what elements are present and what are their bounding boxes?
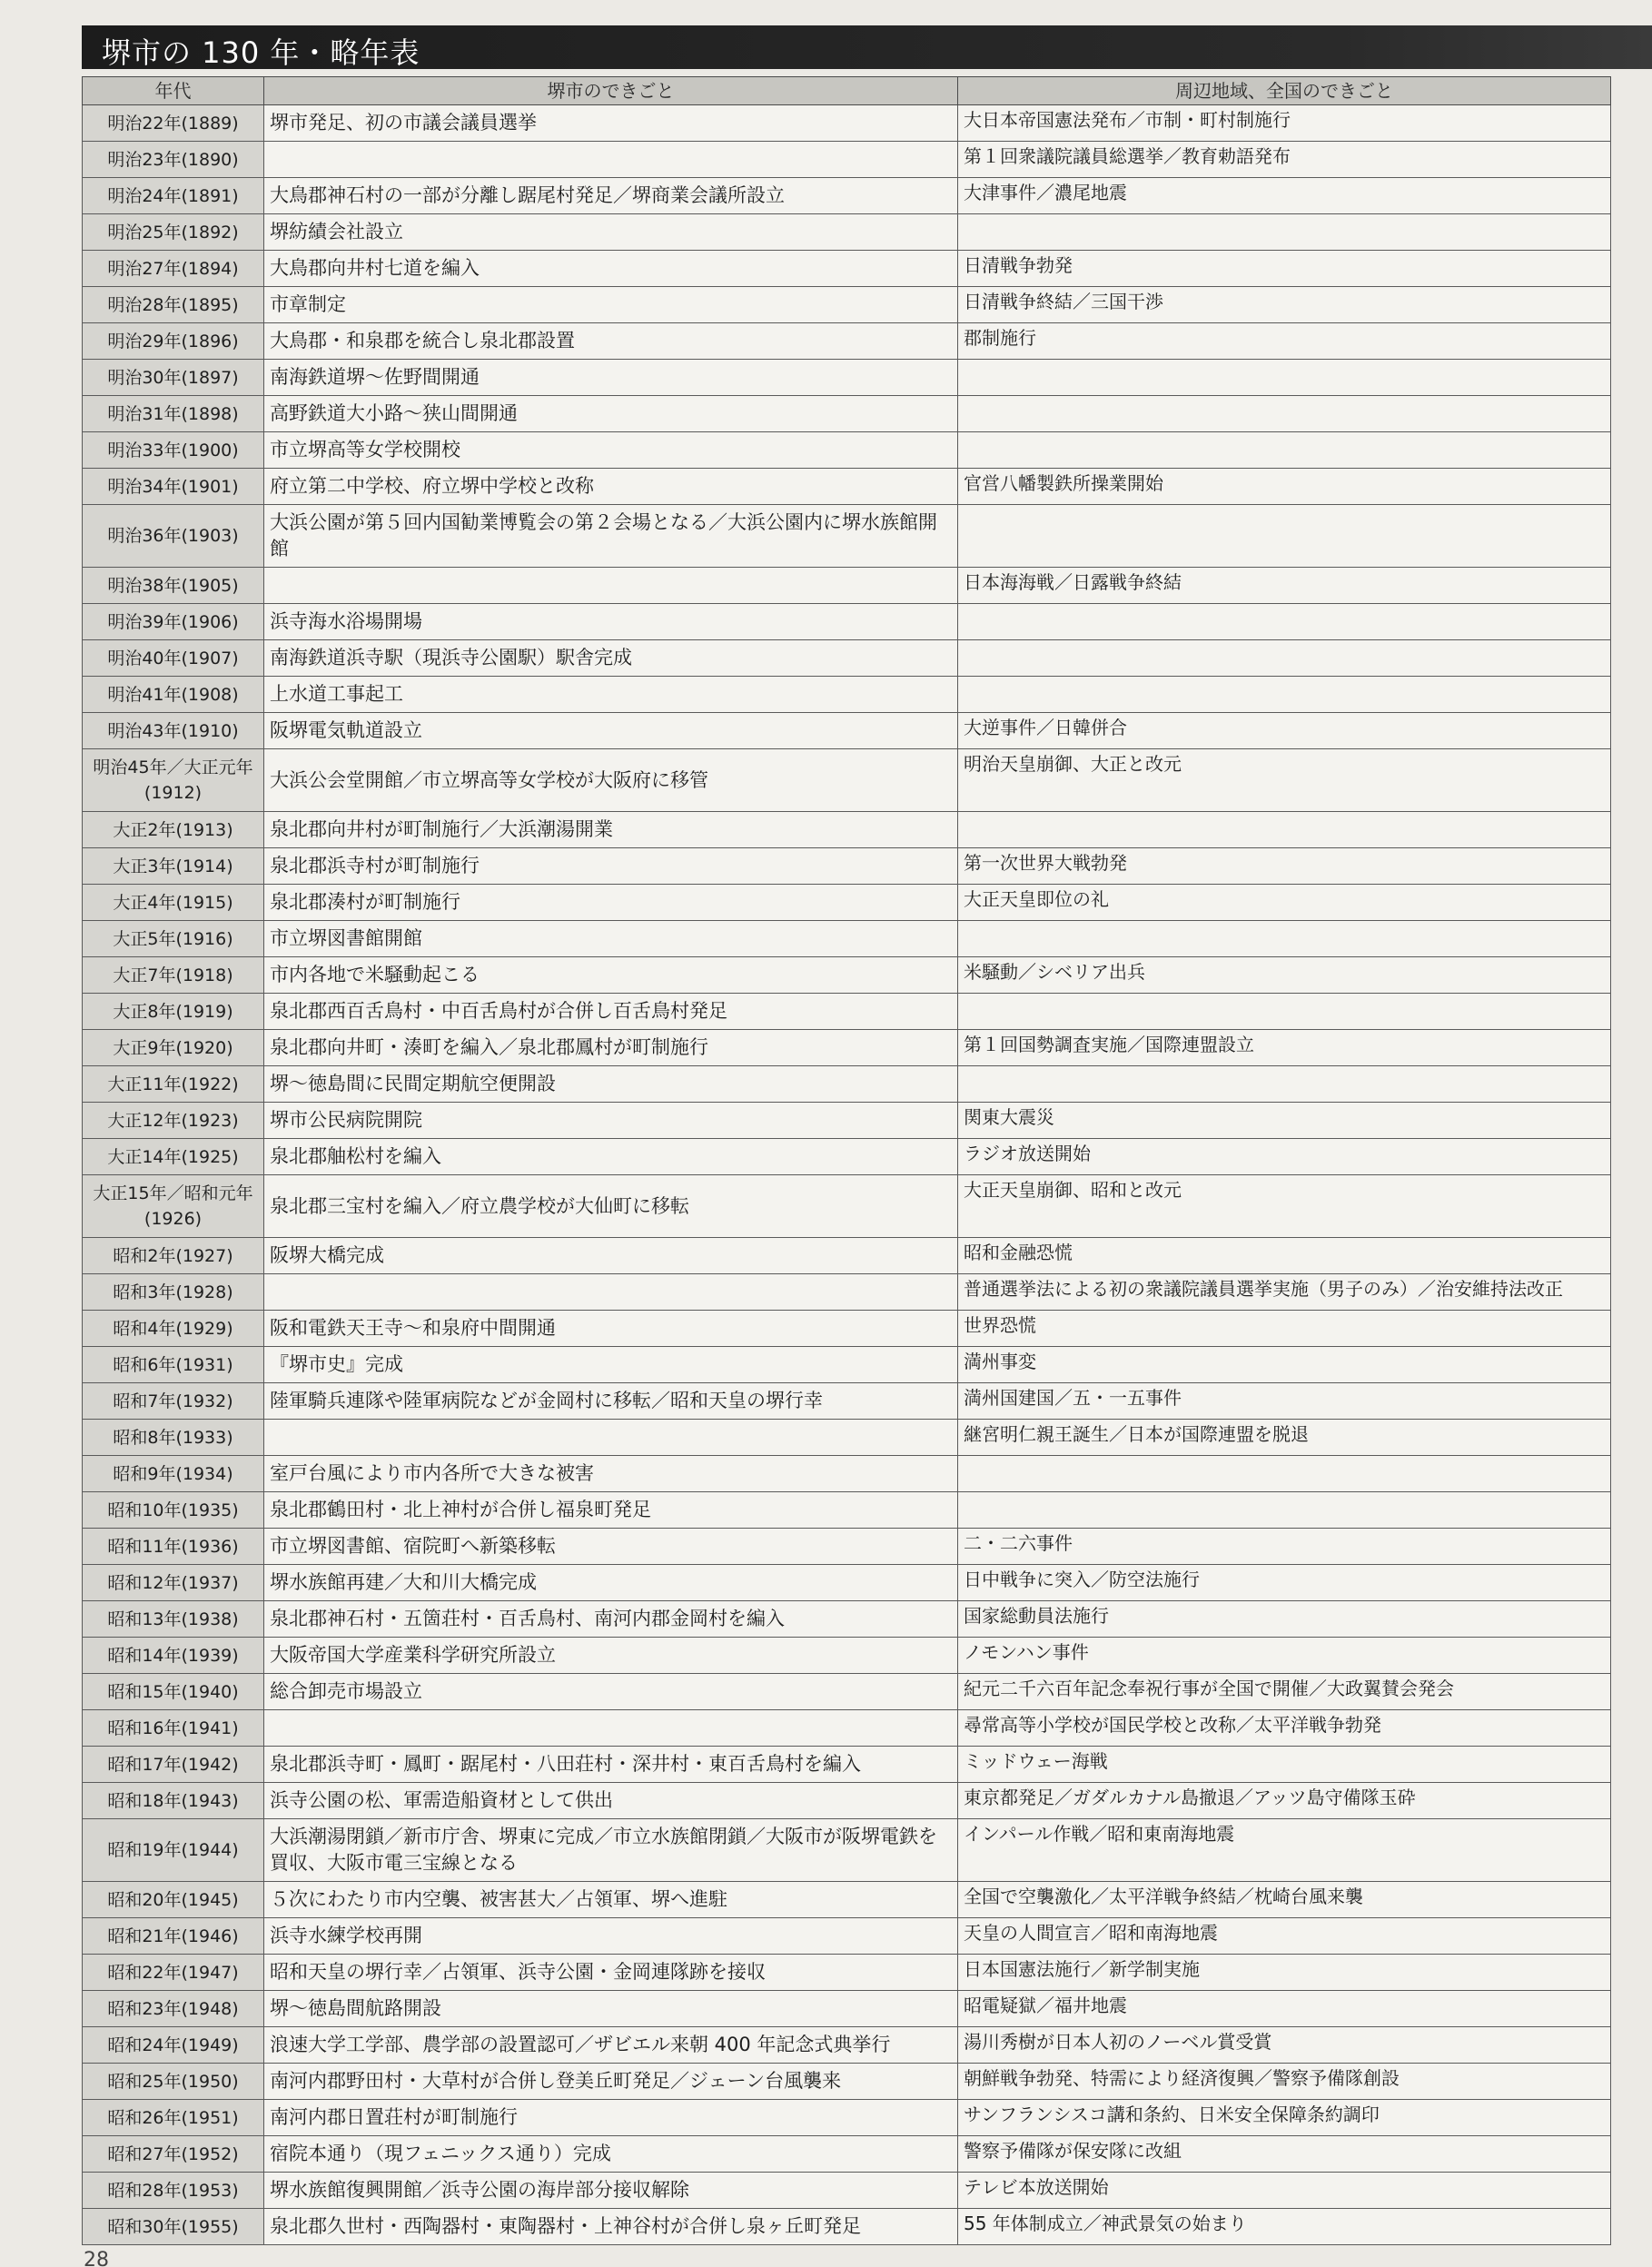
table-row [83, 2064, 1611, 2100]
national-event-cell: 明治天皇崩御、大正と改元 [958, 749, 1611, 812]
city-event-cell: ５次にわたり市内空襲、被害甚大／占領軍、堺へ進駐 [264, 1882, 958, 1918]
national-event-cell: 二・二六事件 [958, 1529, 1611, 1565]
national-event-cell: 朝鮮戦争勃発、特需により経済復興／警察予備隊創設 [958, 2064, 1611, 2100]
city-event-cell: 堺～徳島間航路開設 [264, 1991, 958, 2027]
national-event-cell: 国家総動員法施行 [958, 1601, 1611, 1638]
national-event-cell: 湯川秀樹が日本人初のノーベル賞受賞 [958, 2027, 1611, 2064]
era-cell: 昭和26年(1951) [83, 2100, 264, 2136]
era-cell: 明治29年(1896) [83, 323, 264, 360]
national-event-cell [958, 812, 1611, 848]
era-cell: 大正5年(1916) [83, 921, 264, 957]
era-cell: 昭和12年(1937) [83, 1565, 264, 1601]
table-row [83, 396, 1611, 432]
era-cell: 大正4年(1915) [83, 885, 264, 921]
table-row [83, 1638, 1611, 1674]
era-cell: 大正2年(1913) [83, 812, 264, 848]
city-event-cell: 泉北郡向井町・湊町を編入／泉北郡鳳村が町制施行 [264, 1030, 958, 1066]
era-cell: 昭和9年(1934) [83, 1456, 264, 1492]
era-cell: 昭和13年(1938) [83, 1601, 264, 1638]
table-row [83, 1747, 1611, 1783]
table-row [83, 1991, 1611, 2027]
city-event-cell: 浜寺公園の松、軍需造船資材として供出 [264, 1783, 958, 1819]
table-row [83, 1955, 1611, 1991]
era-cell: 昭和15年(1940) [83, 1674, 264, 1710]
city-event-cell: 堺市公民病院開院 [264, 1103, 958, 1139]
city-event-cell: 泉北郡西百舌鳥村・中百舌鳥村が合併し百舌鳥村発足 [264, 994, 958, 1030]
national-event-cell: 日清戦争勃発 [958, 251, 1611, 287]
table-row [83, 1565, 1611, 1601]
era-cell: 大正8年(1919) [83, 994, 264, 1030]
national-event-cell [958, 921, 1611, 957]
national-event-cell [958, 640, 1611, 677]
era-cell: 昭和10年(1935) [83, 1492, 264, 1529]
national-event-cell: 日本国憲法施行／新学制実施 [958, 1955, 1611, 1991]
table-row [83, 713, 1611, 749]
era-cell: 大正15年／昭和元年(1926) [83, 1175, 264, 1238]
table-row [83, 360, 1611, 396]
national-event-cell: 55 年体制成立／神武景気の始まり [958, 2209, 1611, 2245]
city-event-cell [264, 1710, 958, 1747]
city-event-cell: 大浜公会堂開館／市立堺高等女学校が大阪府に移管 [264, 749, 958, 812]
city-event-cell: 市内各地で米騒動起こる [264, 957, 958, 994]
city-event-cell: 南海鉄道浜寺駅（現浜寺公園駅）駅舎完成 [264, 640, 958, 677]
table-row [83, 105, 1611, 142]
city-event-cell: 大浜潮湯閉鎖／新市庁舎、堺東に完成／市立水族館閉鎖／大阪市が阪堺電鉄を買収、大阪市電三宝線となる [264, 1819, 958, 1882]
national-event-cell: 日中戦争に突入／防空法施行 [958, 1565, 1611, 1601]
era-cell: 昭和30年(1955) [83, 2209, 264, 2245]
table-row [83, 1175, 1611, 1238]
city-event-cell: 上水道工事起工 [264, 677, 958, 713]
table-row [83, 1456, 1611, 1492]
table-row [83, 2100, 1611, 2136]
era-cell: 昭和14年(1939) [83, 1638, 264, 1674]
table-row [83, 1529, 1611, 1565]
city-event-cell: 市立堺図書館、宿院町へ新築移転 [264, 1529, 958, 1565]
table-row [83, 885, 1611, 921]
era-cell: 明治25年(1892) [83, 214, 264, 251]
national-event-cell: ミッドウェー海戦 [958, 1747, 1611, 1783]
era-cell: 明治33年(1900) [83, 432, 264, 469]
page-title: 堺市の 130 年・略年表 [102, 35, 420, 70]
table-row [83, 1347, 1611, 1383]
city-event-cell: 陸軍騎兵連隊や陸軍病院などが金岡村に移転／昭和天皇の堺行幸 [264, 1383, 958, 1420]
era-cell: 昭和25年(1950) [83, 2064, 264, 2100]
era-cell: 明治22年(1889) [83, 105, 264, 142]
table-row [83, 568, 1611, 604]
city-event-cell: 堺紡績会社設立 [264, 214, 958, 251]
city-event-cell: 昭和天皇の堺行幸／占領軍、浜寺公園・金岡連隊跡を接収 [264, 1955, 958, 1991]
table-row [83, 178, 1611, 214]
city-event-cell: 阪堺電気軌道設立 [264, 713, 958, 749]
era-cell: 明治45年／大正元年(1912) [83, 749, 264, 812]
national-event-cell: 大津事件／濃尾地震 [958, 178, 1611, 214]
era-cell: 昭和24年(1949) [83, 2027, 264, 2064]
city-event-cell: 市章制定 [264, 287, 958, 323]
national-event-cell [958, 604, 1611, 640]
city-event-cell: 堺～徳島間に民間定期航空便開設 [264, 1066, 958, 1103]
national-event-cell: 関東大震災 [958, 1103, 1611, 1139]
page-number: 28 [84, 2249, 109, 2267]
national-event-cell: 官営八幡製鉄所操業開始 [958, 469, 1611, 505]
national-event-cell: 大正天皇即位の礼 [958, 885, 1611, 921]
national-event-cell: 昭和金融恐慌 [958, 1238, 1611, 1274]
table-row [83, 1311, 1611, 1347]
table-row [83, 812, 1611, 848]
table-row [83, 1139, 1611, 1175]
era-cell: 明治39年(1906) [83, 604, 264, 640]
national-event-cell: 大正天皇崩御、昭和と改元 [958, 1175, 1611, 1238]
national-event-cell: 警察予備隊が保安隊に改組 [958, 2136, 1611, 2173]
table-row [83, 1710, 1611, 1747]
table-row [83, 432, 1611, 469]
table-row [83, 287, 1611, 323]
national-event-cell [958, 432, 1611, 469]
national-event-cell: 東京都発足／ガダルカナル島撤退／アッツ島守備隊玉砕 [958, 1783, 1611, 1819]
table-row [83, 2136, 1611, 2173]
era-cell: 明治43年(1910) [83, 713, 264, 749]
city-event-cell: 堺水族館復興開館／浜寺公園の海岸部分接収解除 [264, 2173, 958, 2209]
era-cell: 明治30年(1897) [83, 360, 264, 396]
table-row [83, 142, 1611, 178]
national-event-cell: 継宮明仁親王誕生／日本が国際連盟を脱退 [958, 1420, 1611, 1456]
city-event-cell: 室戸台風により市内各所で大きな被害 [264, 1456, 958, 1492]
table-row [83, 1238, 1611, 1274]
city-event-cell [264, 568, 958, 604]
table-row [83, 251, 1611, 287]
city-event-cell: 南河内郡野田村・大草村が合併し登美丘町発足／ジェーン台風襲来 [264, 2064, 958, 2100]
national-event-cell: 米騒動／シベリア出兵 [958, 957, 1611, 994]
era-cell: 昭和27年(1952) [83, 2136, 264, 2173]
city-event-cell: 南河内郡日置荘村が町制施行 [264, 2100, 958, 2136]
table-row [83, 2027, 1611, 2064]
era-cell: 昭和4年(1929) [83, 1311, 264, 1347]
city-event-cell: 市立堺図書館開館 [264, 921, 958, 957]
national-event-cell: ノモンハン事件 [958, 1638, 1611, 1674]
era-cell: 昭和8年(1933) [83, 1420, 264, 1456]
city-event-cell: 高野鉄道大小路～狭山間開通 [264, 396, 958, 432]
table-row [83, 848, 1611, 885]
table-row [83, 214, 1611, 251]
table-row [83, 1103, 1611, 1139]
table-row [83, 1066, 1611, 1103]
national-event-cell [958, 1456, 1611, 1492]
national-event-cell: 満州国建国／五・一五事件 [958, 1383, 1611, 1420]
timeline-table [82, 76, 1611, 2245]
era-cell: 大正9年(1920) [83, 1030, 264, 1066]
national-event-cell: 大日本帝国憲法発布／市制・町村制施行 [958, 105, 1611, 142]
era-cell: 昭和7年(1932) [83, 1383, 264, 1420]
table-row [83, 1030, 1611, 1066]
city-event-cell: 大鳥郡向井村七道を編入 [264, 251, 958, 287]
era-cell: 昭和11年(1936) [83, 1529, 264, 1565]
table-row [83, 323, 1611, 360]
table-row [83, 604, 1611, 640]
table-row [83, 921, 1611, 957]
era-cell: 昭和20年(1945) [83, 1882, 264, 1918]
era-cell: 昭和21年(1946) [83, 1918, 264, 1955]
table-row [83, 1882, 1611, 1918]
era-cell: 明治28年(1895) [83, 287, 264, 323]
header-row [83, 77, 1611, 105]
era-cell: 明治23年(1890) [83, 142, 264, 178]
era-cell: 昭和16年(1941) [83, 1710, 264, 1747]
national-event-cell: 世界恐慌 [958, 1311, 1611, 1347]
era-cell: 大正11年(1922) [83, 1066, 264, 1103]
city-event-cell: 泉北郡三宝村を編入／府立農学校が大仙町に移転 [264, 1175, 958, 1238]
national-event-cell: 普通選挙法による初の衆議院議員選挙実施（男子のみ）／治安維持法改正 [958, 1274, 1611, 1311]
table-row [83, 749, 1611, 812]
city-event-cell [264, 1274, 958, 1311]
table-row [83, 1383, 1611, 1420]
era-cell: 昭和19年(1944) [83, 1819, 264, 1882]
city-event-cell: 浪速大学工学部、農学部の設置認可／ザビエル来朝 400 年記念式典挙行 [264, 2027, 958, 2064]
city-event-cell: 大鳥郡・和泉郡を統合し泉北郡設置 [264, 323, 958, 360]
era-cell: 昭和28年(1953) [83, 2173, 264, 2209]
national-event-cell [958, 396, 1611, 432]
table-row [83, 1420, 1611, 1456]
city-event-cell: 泉北郡湊村が町制施行 [264, 885, 958, 921]
era-cell: 明治36年(1903) [83, 505, 264, 568]
table-row [83, 469, 1611, 505]
city-event-cell [264, 142, 958, 178]
era-cell: 明治34年(1901) [83, 469, 264, 505]
header-city: 堺市のできごと [264, 77, 958, 105]
national-event-cell: 第１回国勢調査実施／国際連盟設立 [958, 1030, 1611, 1066]
city-event-cell: 泉北郡神石村・五箇荘村・百舌鳥村、南河内郡金岡村を編入 [264, 1601, 958, 1638]
national-event-cell: 昭電疑獄／福井地震 [958, 1991, 1611, 2027]
table-row [83, 2173, 1611, 2209]
table-row [83, 2209, 1611, 2245]
national-event-cell [958, 1492, 1611, 1529]
era-cell: 昭和6年(1931) [83, 1347, 264, 1383]
national-event-cell: 日清戦争終結／三国干渉 [958, 287, 1611, 323]
table-row [83, 1674, 1611, 1710]
national-event-cell: 満州事変 [958, 1347, 1611, 1383]
table-row [83, 1783, 1611, 1819]
national-event-cell: 郡制施行 [958, 323, 1611, 360]
era-cell: 大正7年(1918) [83, 957, 264, 994]
city-event-cell: 泉北郡久世村・西陶器村・東陶器村・上神谷村が合併し泉ヶ丘町発足 [264, 2209, 958, 2245]
city-event-cell: 浜寺水練学校再開 [264, 1918, 958, 1955]
national-event-cell: サンフランシスコ講和条約、日米安全保障条約調印 [958, 2100, 1611, 2136]
era-cell: 明治41年(1908) [83, 677, 264, 713]
city-event-cell: 南海鉄道堺～佐野間開通 [264, 360, 958, 396]
era-cell: 昭和2年(1927) [83, 1238, 264, 1274]
era-cell: 昭和17年(1942) [83, 1747, 264, 1783]
city-event-cell: 泉北郡鶴田村・北上神村が合併し福泉町発足 [264, 1492, 958, 1529]
city-event-cell: 泉北郡浜寺村が町制施行 [264, 848, 958, 885]
table-row [83, 1918, 1611, 1955]
national-event-cell: 天皇の人間宣言／昭和南海地震 [958, 1918, 1611, 1955]
era-cell: 明治38年(1905) [83, 568, 264, 604]
national-event-cell: ラジオ放送開始 [958, 1139, 1611, 1175]
table-row [83, 640, 1611, 677]
city-event-cell: 浜寺海水浴場開場 [264, 604, 958, 640]
city-event-cell: 堺水族館再建／大和川大橋完成 [264, 1565, 958, 1601]
city-event-cell: 堺市発足、初の市議会議員選挙 [264, 105, 958, 142]
era-cell: 大正3年(1914) [83, 848, 264, 885]
national-event-cell: 全国で空襲激化／太平洋戦争終結／枕崎台風来襲 [958, 1882, 1611, 1918]
city-event-cell: 府立第二中学校、府立堺中学校と改称 [264, 469, 958, 505]
era-cell: 昭和22年(1947) [83, 1955, 264, 1991]
title-bar [82, 25, 1652, 69]
city-event-cell: 総合卸売市場設立 [264, 1674, 958, 1710]
table-row [83, 1274, 1611, 1311]
table-row [83, 1492, 1611, 1529]
national-event-cell: 紀元二千六百年記念奉祝行事が全国で開催／大政翼賛会発会 [958, 1674, 1611, 1710]
timeline-body [83, 105, 1611, 2245]
table-row [83, 677, 1611, 713]
national-event-cell [958, 1066, 1611, 1103]
era-cell: 明治31年(1898) [83, 396, 264, 432]
era-cell: 昭和3年(1928) [83, 1274, 264, 1311]
national-event-cell: テレビ本放送開始 [958, 2173, 1611, 2209]
table-row [83, 1819, 1611, 1882]
national-event-cell: 大逆事件／日韓併合 [958, 713, 1611, 749]
header-era: 年代 [83, 77, 264, 105]
national-event-cell: インパール作戦／昭和東南海地震 [958, 1819, 1611, 1882]
city-event-cell: 大浜公園が第５回内国勧業博覧会の第２会場となる／大浜公園内に堺水族館開館 [264, 505, 958, 568]
city-event-cell: 阪和電鉄天王寺～和泉府中間開通 [264, 1311, 958, 1347]
city-event-cell: 泉北郡向井村が町制施行／大浜潮湯開業 [264, 812, 958, 848]
era-cell: 明治27年(1894) [83, 251, 264, 287]
national-event-cell: 尋常高等小学校が国民学校と改称／太平洋戦争勃発 [958, 1710, 1611, 1747]
national-event-cell [958, 360, 1611, 396]
city-event-cell: 宿院本通り（現フェニックス通り）完成 [264, 2136, 958, 2173]
era-cell: 大正14年(1925) [83, 1139, 264, 1175]
city-event-cell: 阪堺大橋完成 [264, 1238, 958, 1274]
city-event-cell: 市立堺高等女学校開校 [264, 432, 958, 469]
city-event-cell: 泉北郡浜寺町・鳳町・踞尾村・八田荘村・深井村・東百舌鳥村を編入 [264, 1747, 958, 1783]
national-event-cell [958, 214, 1611, 251]
national-event-cell [958, 505, 1611, 568]
national-event-cell: 第一次世界大戦勃発 [958, 848, 1611, 885]
city-event-cell: 大阪帝国大学産業科学研究所設立 [264, 1638, 958, 1674]
city-event-cell: 『堺市史』完成 [264, 1347, 958, 1383]
city-event-cell: 泉北郡舳松村を編入 [264, 1139, 958, 1175]
era-cell: 明治24年(1891) [83, 178, 264, 214]
city-event-cell: 大鳥郡神石村の一部が分離し踞尾村発足／堺商業会議所設立 [264, 178, 958, 214]
era-cell: 明治40年(1907) [83, 640, 264, 677]
national-event-cell: 第１回衆議院議員総選挙／教育勅語発布 [958, 142, 1611, 178]
era-cell: 昭和18年(1943) [83, 1783, 264, 1819]
table-row [83, 957, 1611, 994]
national-event-cell: 日本海海戦／日露戦争終結 [958, 568, 1611, 604]
city-event-cell [264, 1420, 958, 1456]
era-cell: 昭和23年(1948) [83, 1991, 264, 2027]
national-event-cell [958, 994, 1611, 1030]
table-row [83, 505, 1611, 568]
table-row [83, 1601, 1611, 1638]
table-row [83, 994, 1611, 1030]
header-nation: 周辺地域、全国のできごと [958, 77, 1611, 105]
national-event-cell [958, 677, 1611, 713]
era-cell: 大正12年(1923) [83, 1103, 264, 1139]
